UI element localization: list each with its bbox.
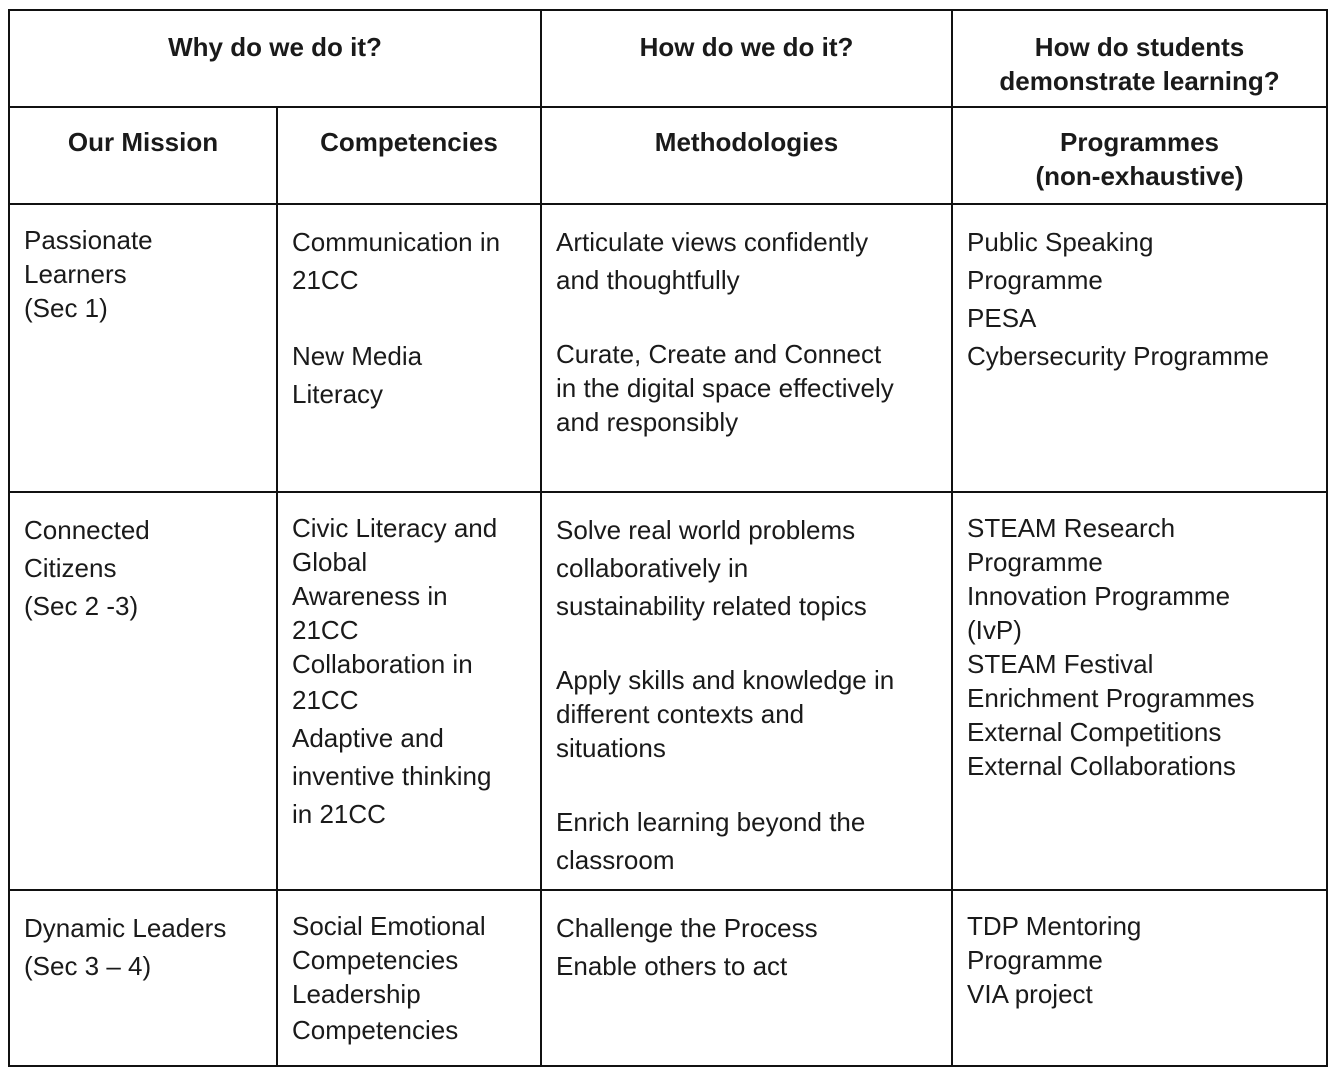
table-row [9, 492, 1327, 890]
header-how: How do we do it? [541, 10, 952, 107]
header-demonstrate: How do students demonstrate learning? [952, 10, 1327, 107]
mission-cell: Connected Citizens (Sec 2 -3) [9, 492, 277, 890]
methodologies-cell: Articulate views confidently and thoughtfully Curate, Create and Connect in the digital space effectively and responsibly [541, 204, 952, 492]
mission-cell: Passionate Learners (Sec 1) [9, 204, 277, 492]
header-row-categories [9, 107, 1327, 204]
table-row [9, 890, 1327, 1066]
header-why: Why do we do it? [9, 10, 541, 107]
header-mission: Our Mission [9, 107, 277, 204]
header-competencies: Competencies [277, 107, 541, 204]
competencies-cell: Communication in 21CC New Media Literacy [277, 204, 541, 492]
header-programmes: Programmes (non-exhaustive) [952, 107, 1327, 204]
table-row [9, 204, 1327, 492]
programmes-cell: STEAM Research Programme Innovation Programme (IvP) STEAM Festival Enrichment Programmes External Competitions External Collaborations [952, 492, 1327, 890]
header-row-questions [9, 10, 1327, 107]
programmes-cell: Public Speaking Programme PESA Cybersecurity Programme [952, 204, 1327, 492]
methodologies-cell: Solve real world problems collaboratively in sustainability related topics Apply skills and knowledge in different contexts and situations Enrich learning beyond the classroom [541, 492, 952, 890]
mission-cell: Dynamic Leaders (Sec 3 – 4) [9, 890, 277, 1066]
programmes-cell: TDP Mentoring Programme VIA project [952, 890, 1327, 1066]
methodologies-cell: Challenge the Process Enable others to act [541, 890, 952, 1066]
curriculum-framework [8, 9, 1326, 1065]
header-methodologies: Methodologies [541, 107, 952, 204]
competencies-cell: Social Emotional Competencies Leadership Competencies [277, 890, 541, 1066]
competencies-cell: Civic Literacy and Global Awareness in 21CC Collaboration in 21CC Adaptive and inventive thinking in 21CC [277, 492, 541, 890]
framework-table [8, 9, 1328, 1067]
